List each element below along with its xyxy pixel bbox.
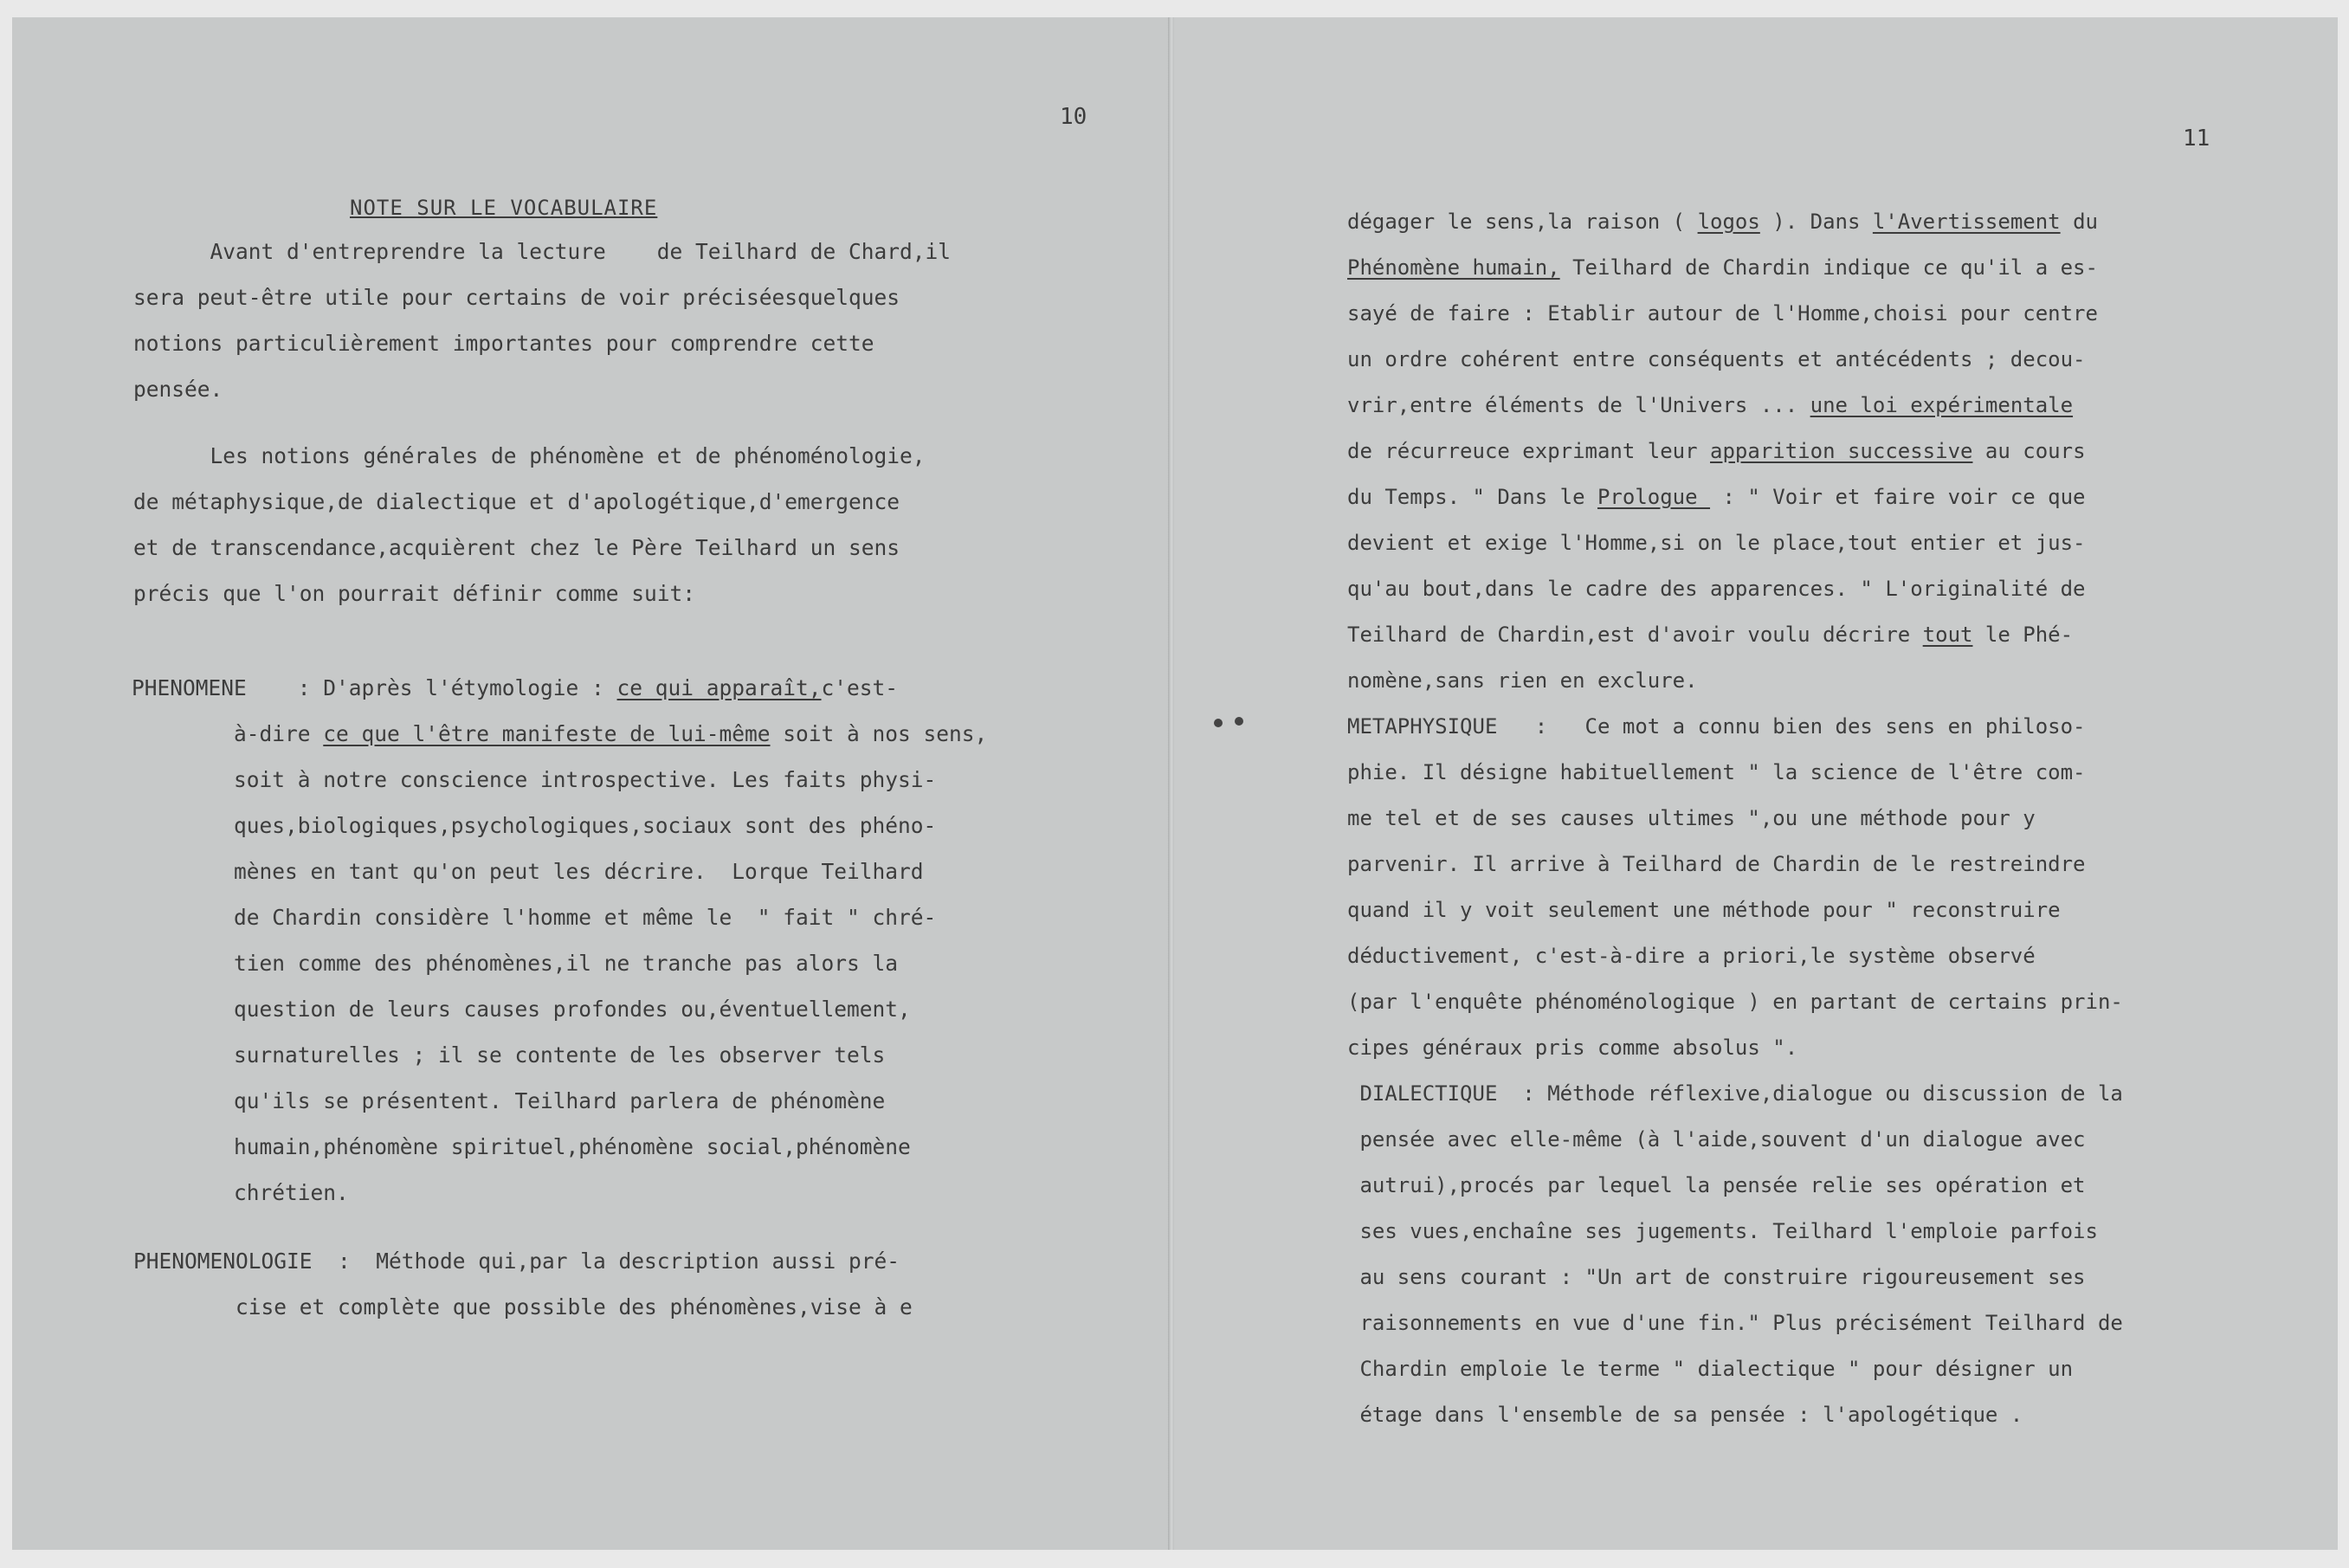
text-run: quand il y voit seulement une méthode pour " reconstruire [1347, 898, 2061, 922]
text-run: Teilhard de Chardin indique ce qu'il a es- [1559, 255, 2098, 280]
right-page [1174, 17, 2338, 1550]
text-line: notions particulièrement importantes pour comprendre cette [133, 331, 874, 356]
text-line [132, 803, 987, 849]
text-line [1347, 1209, 2123, 1255]
text-line: Avant d'entreprendre la lecture de Teilhard de Chard,il [133, 239, 952, 264]
text-run: : " Voir et faire voir ce que [1710, 485, 2086, 509]
text-run: étage dans l'ensemble de sa pensée : l'apologétique . [1347, 1403, 2023, 1427]
right-page-text [1347, 199, 2123, 1438]
text-run: soit à notre conscience introspective. Les faits physi- [132, 767, 937, 792]
text-run: PHENOMENOLOGIE : Méthode qui,par la description aussi pré- [133, 1249, 900, 1274]
text-run: qu'au bout,dans le cadre des apparences. " L'originalité de [1347, 577, 2086, 601]
text-run: mènes en tant qu'on peut les décrire. Lorque Teilhard [132, 859, 924, 884]
text-run: METAPHYSIQUE : Ce mot a connu bien des sens en philoso- [1347, 714, 2086, 739]
text-run: surnaturelles ; il se contente de les observer tels [132, 1042, 886, 1068]
text-run: me tel et de ses causes ultimes ",ou une méthode pour y [1347, 806, 2036, 830]
text-line [1347, 1071, 2123, 1117]
text-line [1347, 933, 2123, 979]
text-line [1347, 291, 2123, 337]
underlined-term: l'Avertissement [1872, 210, 2061, 234]
text-run: au sens courant : "Un art de construire rigoureusement ses [1347, 1265, 2086, 1289]
text-run: de récurreuce exprimant leur [1347, 439, 1711, 463]
text-line [1347, 1163, 2123, 1209]
text-line: pensée. [133, 377, 223, 402]
text-run: parvenir. Il arrive à Teilhard de Chardin de le restreindre [1347, 852, 2086, 876]
text-line [132, 1124, 987, 1170]
text-run: PHENOMENE : D'après l'étymologie : [132, 675, 617, 700]
text-run: phie. Il désigne habituellement " la science de l'être com- [1347, 760, 2086, 784]
text-run: au cours [1972, 439, 2086, 463]
text-line [133, 1238, 913, 1284]
text-line [1347, 796, 2123, 842]
text-line: sera peut-être utile pour certains de voir préciséesquelques [133, 285, 900, 310]
text-run: autrui),procés par lequel la pensée relie ses opération et [1347, 1173, 2086, 1197]
text-run: nomène,sans rien en exclure. [1347, 668, 1698, 693]
text-line [1347, 979, 2123, 1025]
text-line [1347, 887, 2123, 933]
text-run: chrétien. [132, 1180, 349, 1205]
text-line: et de transcendance,acquièrent chez le Père Teilhard un sens [133, 535, 900, 560]
text-line [1347, 704, 2123, 750]
underlined-term: Phénomène humain, [1347, 255, 1560, 280]
definition-phenomene [132, 665, 987, 1216]
text-run: ses vues,enchaîne ses jugements. Teilhard l'emploie parfois [1347, 1219, 2098, 1243]
section-title: NOTE SUR LE VOCABULAIRE [350, 196, 658, 220]
text-line: Les notions générales de phénomène et de phénoménologie, [133, 443, 926, 468]
text-run: vrir,entre éléments de l'Univers ... [1347, 393, 1810, 417]
text-run: de Chardin considère l'homme et même le " fait " chré- [132, 905, 937, 930]
underlined-term: tout [1922, 623, 1973, 647]
text-run: raisonnements en vue d'une fin." Plus précisément Teilhard de [1347, 1311, 2123, 1335]
general-notions-paragraph [133, 433, 926, 616]
definition-phenomenologie [133, 1238, 913, 1330]
text-line [1347, 199, 2123, 245]
text-line [1347, 474, 2123, 520]
text-line [1347, 1346, 2123, 1392]
text-run: pensée avec elle-même (à l'aide,souvent d'un dialogue avec [1347, 1127, 2086, 1152]
underlined-term: ce qui apparaît, [616, 675, 822, 700]
text-line [1347, 245, 2123, 291]
text-line [132, 711, 987, 757]
text-run: c'est- [821, 675, 899, 700]
ink-speck [1235, 717, 1243, 726]
text-line [1347, 1117, 2123, 1163]
text-run: devient et exige l'Homme,si on le place,tout entier et jus- [1347, 531, 2086, 555]
text-line [1347, 612, 2123, 658]
text-line [132, 1032, 987, 1078]
text-run: (par l'enquête phénoménologique ) en partant de certains prin- [1347, 990, 2123, 1014]
text-line [1347, 842, 2123, 887]
text-line [1347, 1025, 2123, 1071]
text-line [1347, 520, 2123, 566]
ink-speck [1214, 719, 1223, 727]
text-run: question de leurs causes profondes ou,éventuellement, [132, 997, 911, 1022]
text-line [1347, 1392, 2123, 1438]
text-line [132, 665, 987, 711]
text-line [1347, 1255, 2123, 1300]
text-run: dégager le sens,la raison ( [1347, 210, 1698, 234]
text-line [132, 1078, 987, 1124]
text-line [1347, 566, 2123, 612]
text-run: un ordre cohérent entre conséquents et antécédents ; decou- [1347, 347, 2086, 371]
underlined-term: ce que l'être manifeste de lui-même [323, 721, 771, 746]
underlined-term: logos [1697, 210, 1760, 234]
page-number-right: 11 [2183, 126, 2210, 152]
text-line [1347, 337, 2123, 383]
text-line [1347, 1300, 2123, 1346]
text-run: déductivement, c'est-à-dire a priori,le système observé [1347, 944, 2036, 968]
text-run: du [2060, 210, 2098, 234]
text-line [1347, 429, 2123, 474]
text-line: de métaphysique,de dialectique et d'apologétique,d'emergence [133, 489, 900, 514]
text-run: qu'ils se présentent. Teilhard parlera de phénomène [132, 1088, 886, 1113]
text-run: ques,biologiques,psychologiques,sociaux sont des phéno- [132, 813, 937, 838]
text-run: cipes généraux pris comme absolus ". [1347, 1036, 1798, 1060]
underlined-term: apparition successive [1710, 439, 1973, 463]
text-line [132, 849, 987, 894]
text-line [132, 940, 987, 986]
text-run: tien comme des phénomènes,il ne tranche pas alors la [132, 951, 899, 976]
text-run: humain,phénomène spirituel,phénomène social,phénomène [132, 1134, 911, 1159]
text-line [1347, 383, 2123, 429]
text-run: ). Dans [1759, 210, 1873, 234]
text-line [132, 986, 987, 1032]
text-run: DIALECTIQUE : Méthode réflexive,dialogue ou discussion de la [1347, 1081, 2123, 1106]
text-run: à-dire [132, 721, 324, 746]
text-line [132, 1170, 987, 1216]
text-run: le Phé- [1972, 623, 2074, 647]
text-run: Teilhard de Chardin,est d'avoir voulu décrire [1347, 623, 1923, 647]
page-number-left: 10 [1060, 104, 1087, 130]
underlined-term: Prologue [1597, 485, 1711, 509]
text-run: soit à nos sens, [770, 721, 988, 746]
text-line [1347, 658, 2123, 704]
intro-paragraph [133, 229, 951, 412]
underlined-term: une loi expérimentale [1810, 393, 2074, 417]
text-run: sayé de faire : Etablir autour de l'Homme,choisi pour centre [1347, 301, 2098, 326]
left-page [12, 17, 1171, 1550]
text-line: précis que l'on pourrait définir comme suit: [133, 581, 696, 606]
text-run: Chardin emploie le terme " dialectique " pour désigner un [1347, 1357, 2074, 1381]
text-run: cise et complète que possible des phénomènes,vise à e [133, 1294, 913, 1320]
text-line [133, 1284, 913, 1330]
text-line [1347, 750, 2123, 796]
text-run: du Temps. " Dans le [1347, 485, 1597, 509]
text-line [132, 894, 987, 940]
text-line [132, 757, 987, 803]
